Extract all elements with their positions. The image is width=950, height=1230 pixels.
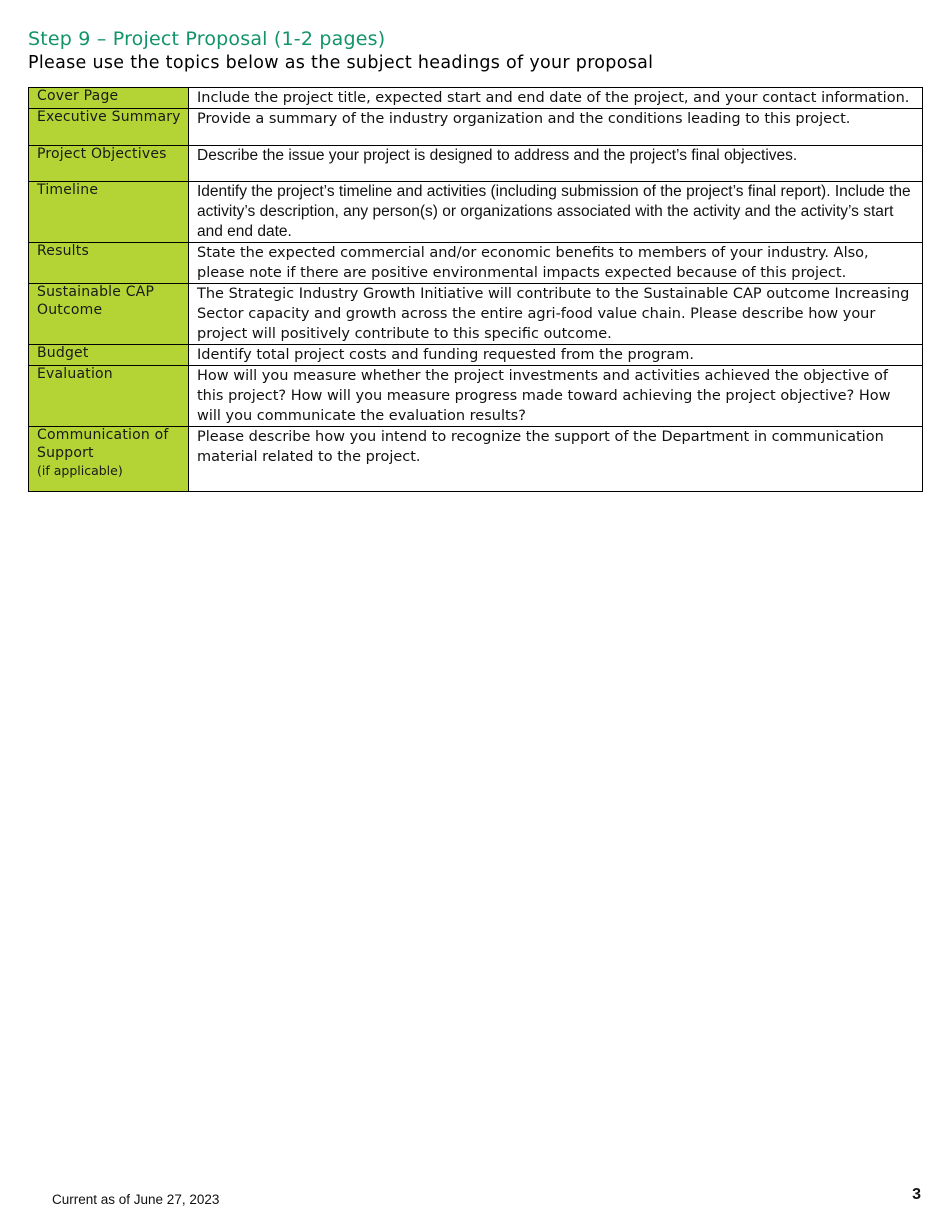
topic-label-evaluation: Evaluation [29,366,189,427]
table-row [29,427,923,492]
topic-label-note: (if applicable) [37,463,123,478]
topic-label-text: Communication of Support [37,427,169,461]
page-number: 3 [912,1186,921,1203]
table-row [29,366,923,427]
topic-description-executive-summary: Provide a summary of the industry organization and the conditions leading to this project. [189,109,923,146]
topic-label-budget: Budget [29,345,189,366]
topic-label-sustainable-cap-outcome: Sustainable CAP Outcome [29,284,189,345]
topic-description-results: State the expected commercial and/or economic benefits to members of your industry. Also, please note if there are positive environmental impacts expected because of this project. [189,243,923,284]
step-subtitle: Please use the topics below as the subject headings of your proposal [28,53,654,73]
topic-label-executive-summary: Executive Summary [29,109,189,146]
topic-label-project-objectives: Project Objectives [29,146,189,182]
topic-description-budget: Identify total project costs and funding requested from the program. [189,345,923,366]
table-row [29,345,923,366]
topic-label-cover-page: Cover Page [29,88,189,109]
topic-label-results: Results [29,243,189,284]
table-row [29,109,923,146]
step-title: Step 9 – Project Proposal (1-2 pages) [28,28,386,50]
table-row [29,284,923,345]
table-row [29,88,923,109]
topic-description-timeline: Identify the project’s timeline and activities (including submission of the project’s final report). Include the activity’s description, any person(s) or organizations associated with the activity and the activity’s start and end date. [189,182,923,243]
topic-description-communication-of-support: Please describe how you intend to recognize the support of the Department in communication material related to the project. [189,427,923,492]
topic-description-evaluation: How will you measure whether the project investments and activities achieved the objective of this project? How will you measure progress made toward achieving the project objective? How will you communicate the evaluation results? [189,366,923,427]
topic-label-communication-of-support [29,427,189,492]
table-row [29,146,923,182]
table-row [29,182,923,243]
proposal-topics-table [28,87,923,492]
section-heading [28,27,928,75]
topic-label-timeline: Timeline [29,182,189,243]
footer-date-note: Current as of June 27, 2023 [52,1192,220,1207]
table-row [29,243,923,284]
topic-description-project-objectives: Describe the issue your project is designed to address and the project’s final objectives. [189,146,923,182]
topic-description-sustainable-cap-outcome: The Strategic Industry Growth Initiative will contribute to the Sustainable CAP outcome Increasing Sector capacity and growth across the entire agri-food value chain. Please describe how your project will positively contribute to this specific outcome. [189,284,923,345]
topic-description-cover-page: Include the project title, expected start and end date of the project, and your contact information. [189,88,923,109]
